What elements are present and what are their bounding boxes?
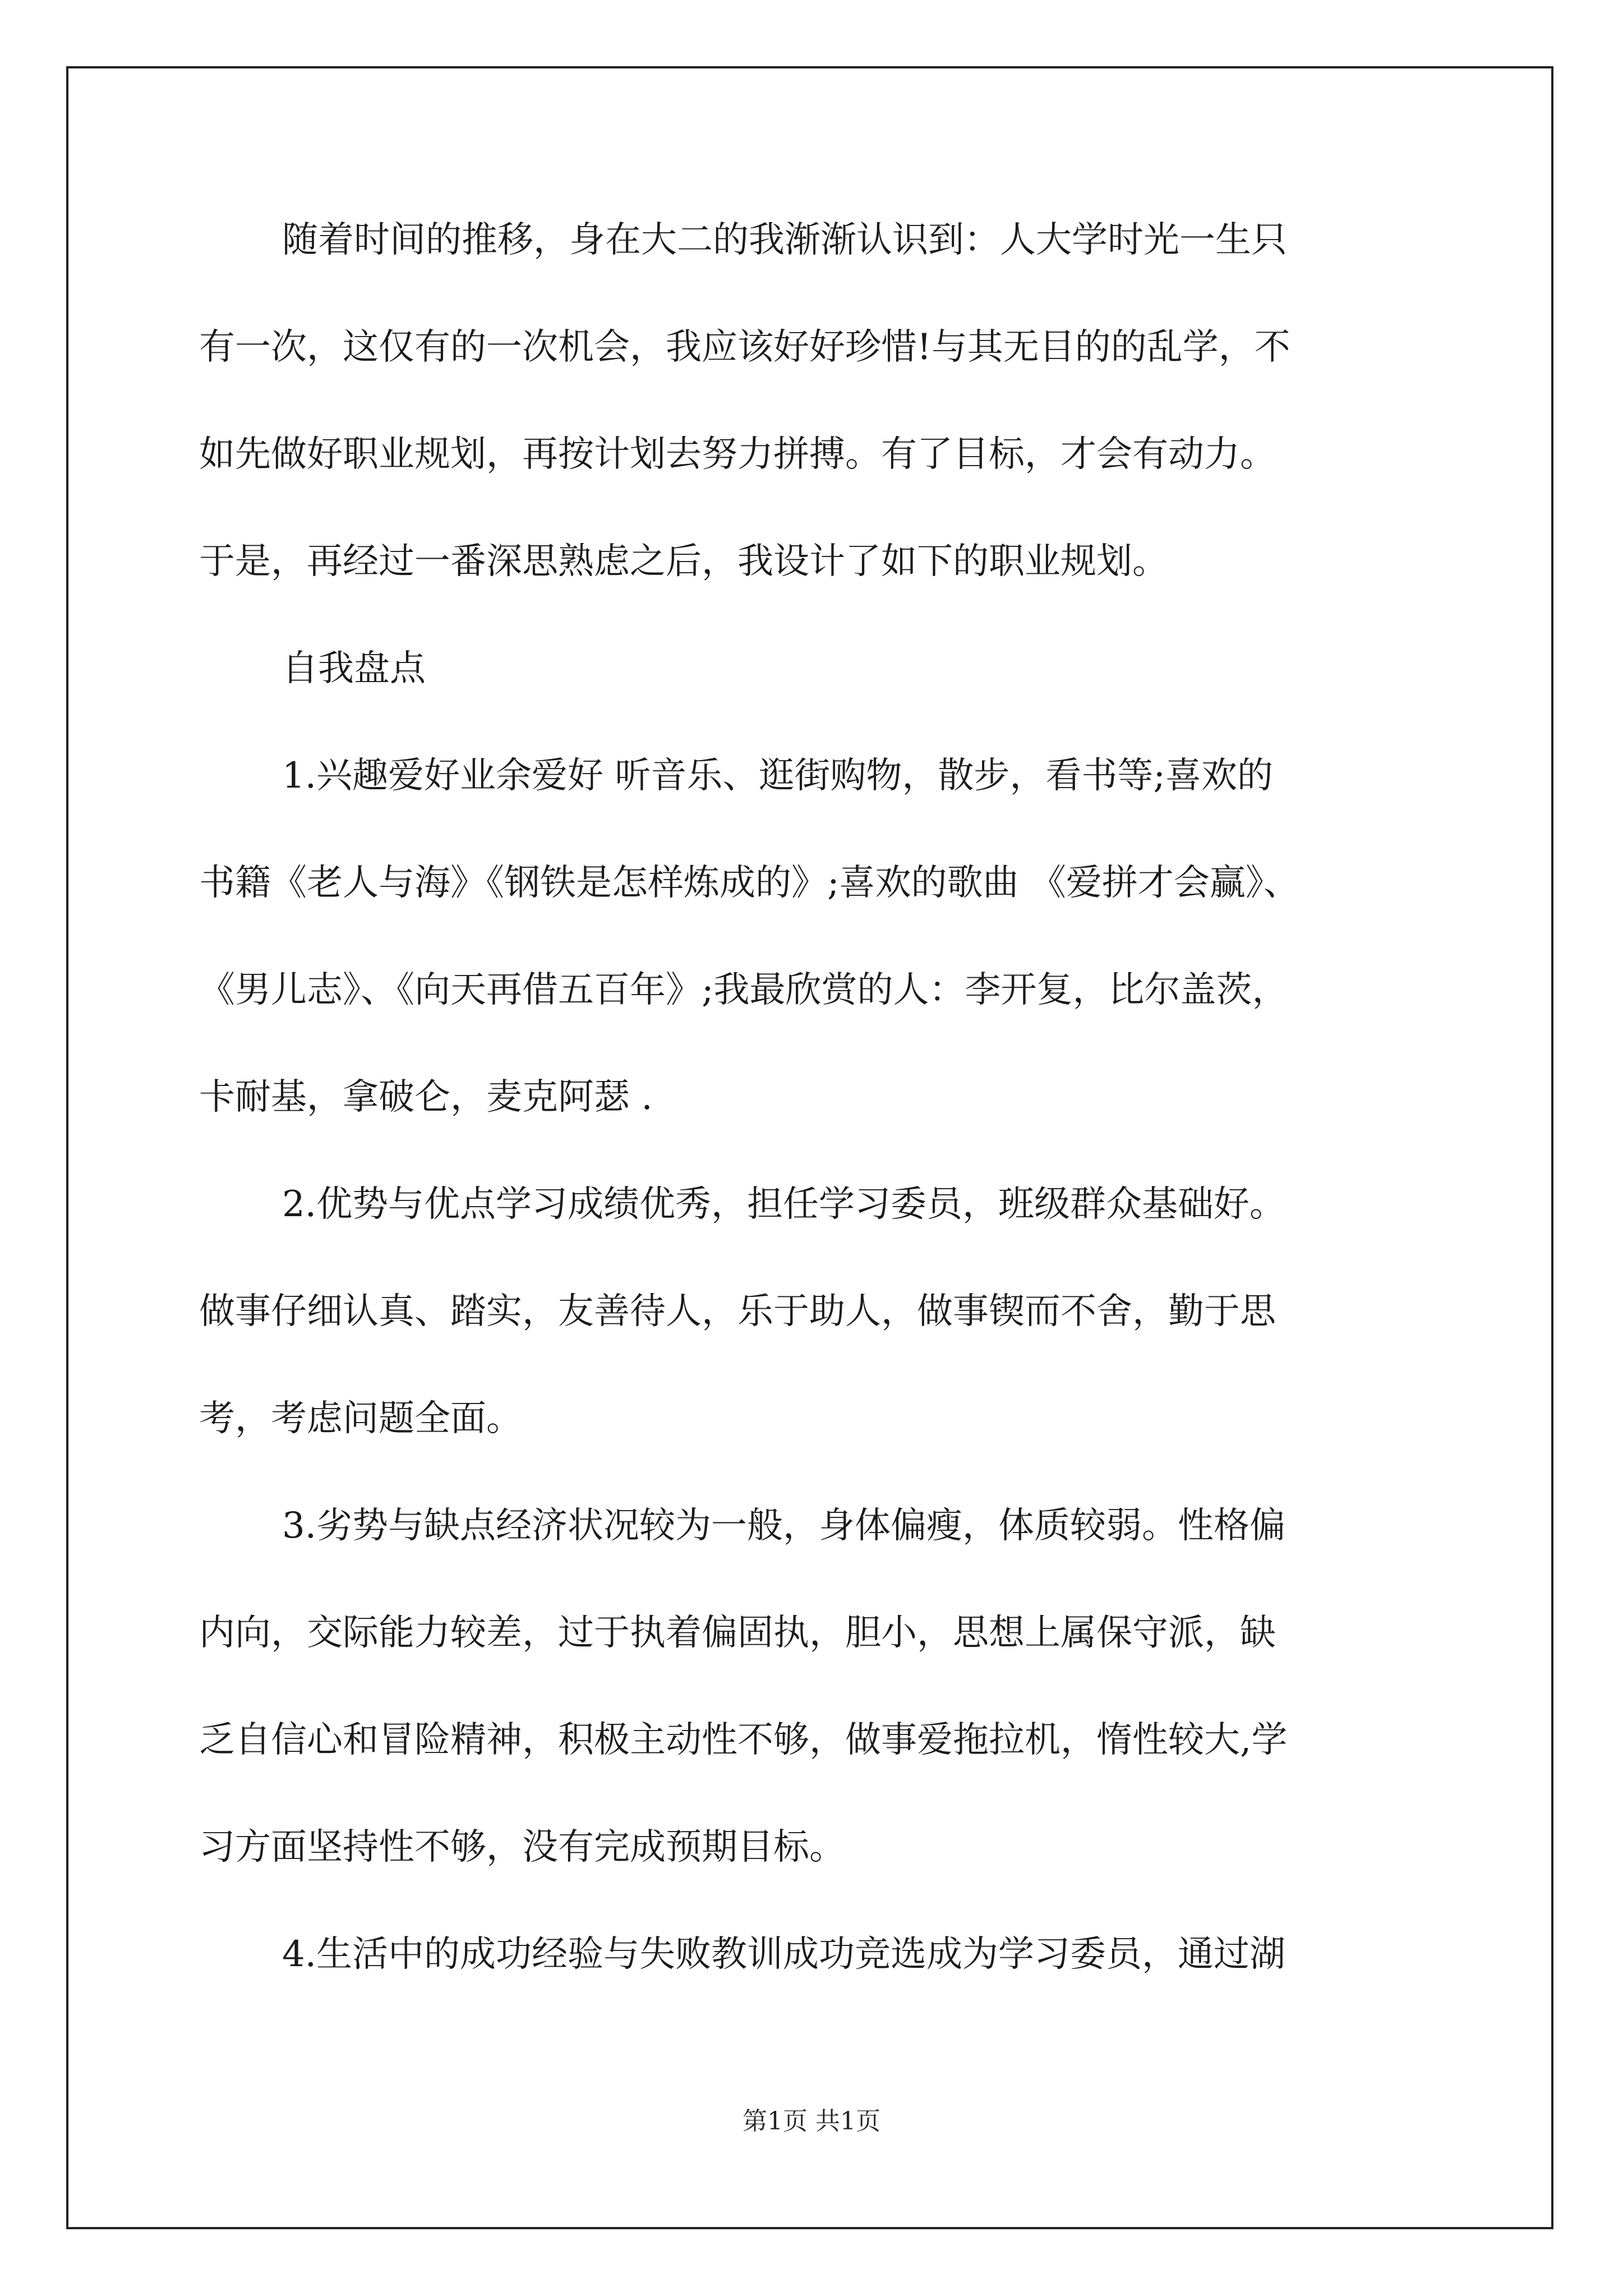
paragraph-line: 如先做好职业规划，再按计划去努力拼搏。有了目标，才会有动力。 [199,434,1276,475]
paragraph-line: 考，考虑问题全面。 [199,1398,522,1439]
paragraph-line: 做事仔细认真、踏实，友善待人，乐于助人，做事锲而不舍，勤于思 [199,1291,1276,1332]
paragraph-line: 习方面坚持性不够，没有完成预期目标。 [199,1826,845,1868]
paragraph-line: 书籍《老人与海》《钢铁是怎样炼成的》;喜欢的歌曲 《爱拼才会赢》、 [199,862,1299,904]
section-heading: 自我盘点 [282,648,426,689]
paragraph-line: 随着时间的推移，身在大二的我渐渐认识到：人大学时光一生只 [282,219,1287,261]
paragraph-line: 1.兴趣爱好业余爱好 听音乐、逛街购物，散步，看书等;喜欢的 [282,755,1273,797]
page-footer: 第1页 共1页 [743,2107,880,2136]
paragraph-line: 卡耐基，拿破仑，麦克阿瑟 . [199,1076,653,1118]
paragraph-line: 乏自信心和冒险精神，积极主动性不够，做事爱拖拉机，惰性较大,学 [199,1719,1288,1761]
paragraph-line: 2.优势与优点学习成绩优秀，担任学习委员，班级群众基础好。 [282,1184,1286,1225]
paragraph-line: 4.生活中的成功经验与失败教训成功竞选成为学习委员，通过湖 [282,1934,1286,1975]
paragraph-line: 于是，再经过一番深思熟虑之后，我设计了如下的职业规划。 [199,541,1168,582]
paragraph-line: 有一次，这仅有的一次机会，我应该好好珍惜!与其无目的的乱学，不 [199,326,1290,368]
paragraph-line: 《男儿志》、《向天再借五百年》;我最欣赏的人：李开复，比尔盖茨， [199,969,1288,1011]
paragraph-line: 3.劣势与缺点经济状况较为一般，身体偏瘦，体质较弱。性格偏 [282,1505,1286,1547]
document-body [199,213,1444,2035]
paragraph-line: 内向，交际能力较差，过于执着偏固执，胆小，思想上属保守派，缺 [199,1612,1276,1654]
